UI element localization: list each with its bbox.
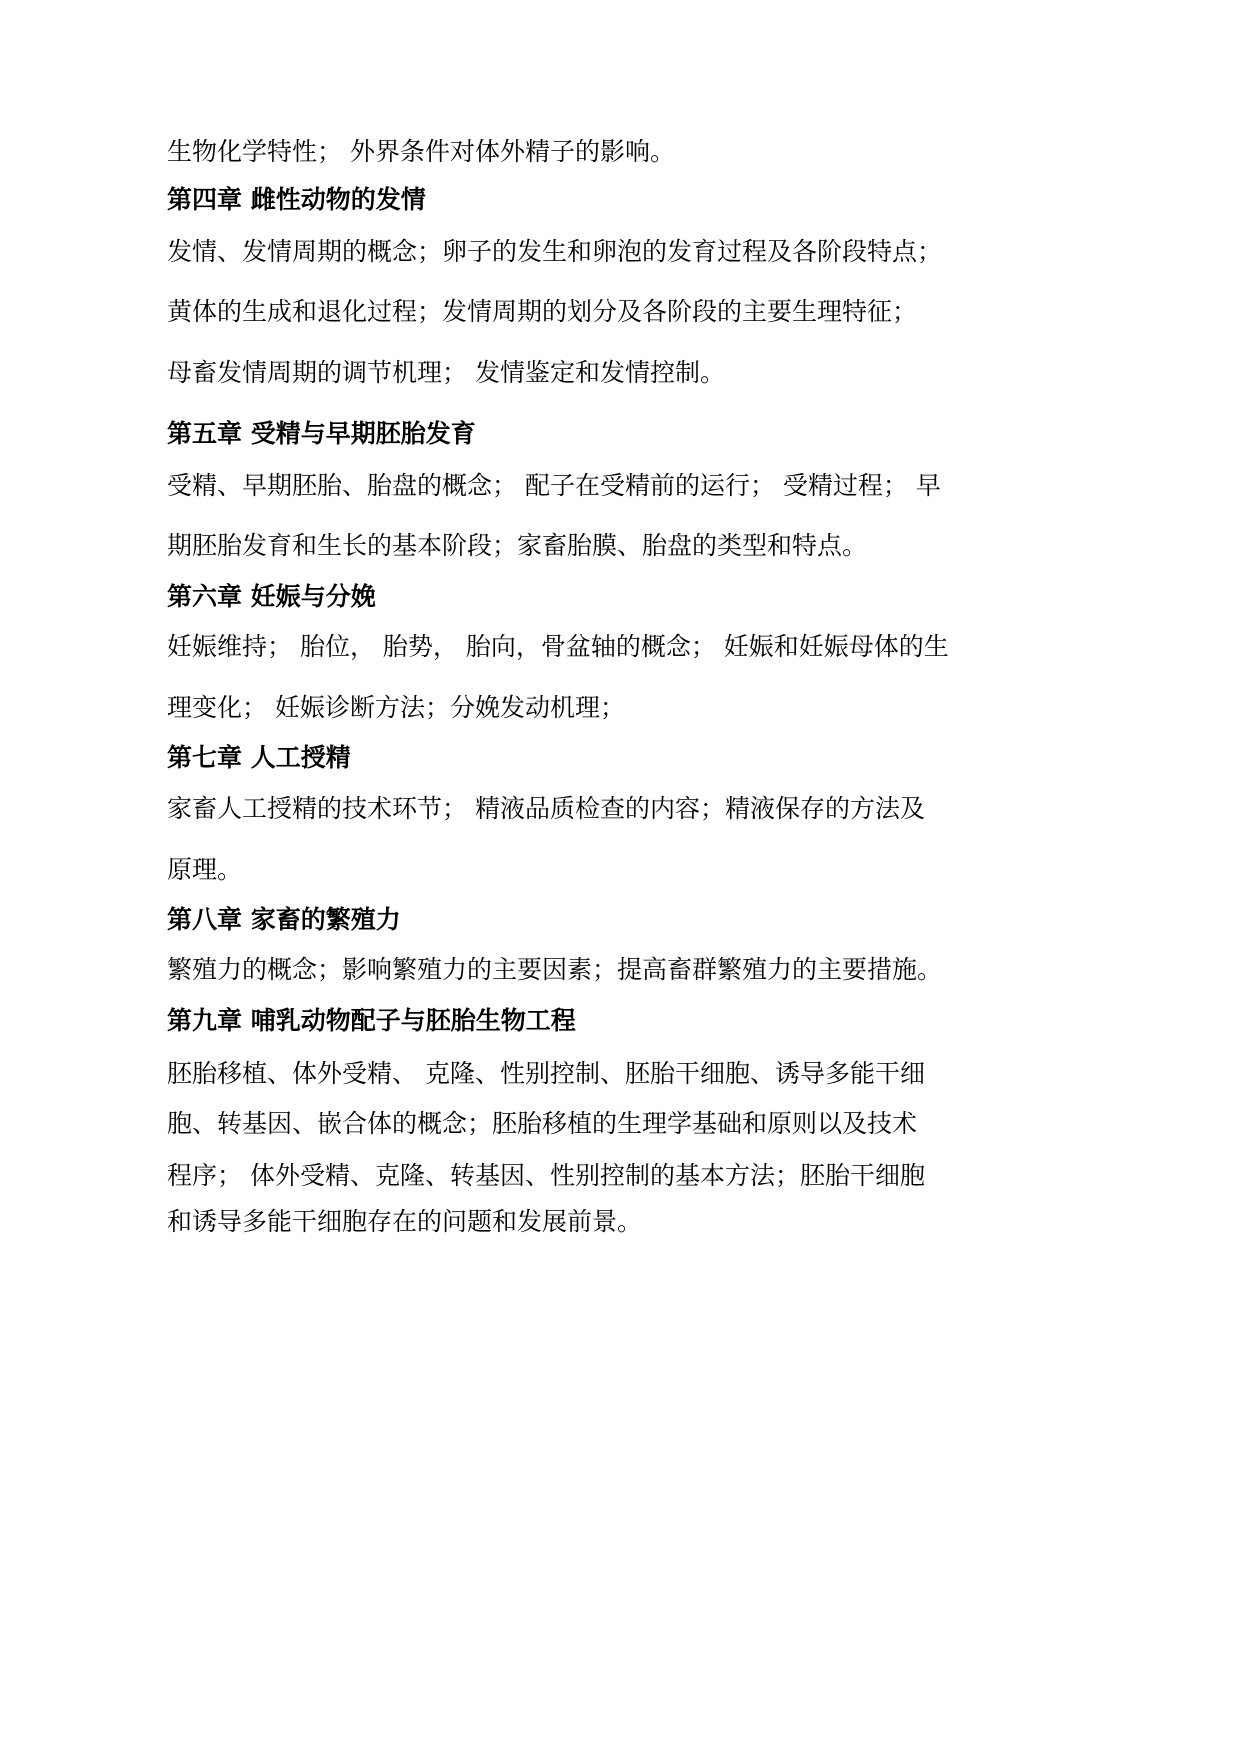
paragraph-line: 胚胎移植、体外受精、 克隆、性别控制、胚胎干细胞、诱导多能干细 [167, 1059, 925, 1088]
paragraph-line: 理变化； 妊娠诊断方法；分娩发动机理； [167, 693, 625, 722]
chapter-heading: 第五章 受精与早期胚胎发育 [167, 419, 476, 448]
chapter-heading: 第六章 妊娠与分娩 [167, 582, 376, 611]
chapter-heading: 第九章 哺乳动物配子与胚胎生物工程 [167, 1006, 576, 1035]
paragraph-line: 程序； 体外受精、克隆、转基因、性别控制的基本方法；胚胎干细胞 [167, 1161, 925, 1190]
paragraph-line: 生物化学特性； 外界条件对体外精子的影响。 [167, 137, 675, 166]
paragraph-line: 受精、早期胚胎、胎盘的概念； 配子在受精前的运行； 受精过程； 早 [167, 471, 941, 500]
paragraph-line: 发情、发情周期的概念；卵子的发生和卵泡的发育过程及各阶段特点； [167, 237, 943, 266]
chapter-heading: 第八章 家畜的繁殖力 [167, 905, 401, 934]
paragraph-line: 和诱导多能干细胞存在的问题和发展前景。 [167, 1207, 643, 1236]
paragraph-line: 期胚胎发育和生长的基本阶段；家畜胎膜、胎盘的类型和特点。 [167, 531, 868, 560]
paragraph-line: 原理。 [167, 855, 243, 884]
paragraph-line: 妊娠维持； 胎位， 胎势， 胎向，骨盆轴的概念； 妊娠和妊娠母体的生 [167, 632, 949, 661]
paragraph-line: 家畜人工授精的技术环节； 精液品质检查的内容；精液保存的方法及 [167, 794, 925, 823]
paragraph-line: 母畜发情周期的调节机理； 发情鉴定和发情控制。 [167, 358, 725, 387]
chapter-heading: 第四章 雌性动物的发情 [167, 185, 426, 214]
paragraph-line: 繁殖力的概念；影响繁殖力的主要因素；提高畜群繁殖力的主要措施。 [167, 955, 943, 984]
chapter-heading: 第七章 人工授精 [167, 743, 351, 772]
paragraph-line: 黄体的生成和退化过程；发情周期的划分及各阶段的主要生理特征； [167, 297, 918, 326]
paragraph-line: 胞、转基因、嵌合体的概念；胚胎移植的生理学基础和原则以及技术 [167, 1109, 918, 1138]
